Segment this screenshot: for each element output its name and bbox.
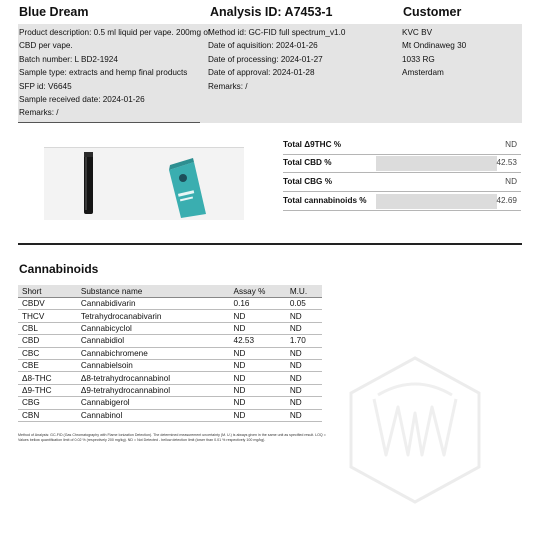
date-of-acquisition: Date of aquisition: 2024-01-26 — [208, 41, 318, 51]
cell-assay: ND — [230, 347, 286, 359]
summary-value: ND — [505, 140, 517, 149]
cell-short: CBN — [18, 409, 77, 421]
header-short: Short — [18, 285, 77, 298]
header-assay: Assay % — [230, 285, 286, 298]
product-name: Blue Dream — [19, 5, 89, 19]
cell-mu: ND — [286, 372, 322, 384]
cell-short: THCV — [18, 310, 77, 322]
table-row — [18, 384, 322, 396]
summary-label: Total Δ9THC % — [283, 140, 342, 149]
cannabinoids-table — [18, 285, 322, 422]
table-header-row — [18, 285, 322, 298]
summary-label: Total cannabinoids % — [283, 196, 367, 205]
sample-received-date: Sample received date: 2024-01-26 — [19, 95, 145, 105]
method-remarks: Remarks: / — [208, 81, 248, 91]
cell-short: CBL — [18, 322, 77, 334]
cell-substance: Cannabidivarin — [77, 298, 230, 310]
cell-assay: 42.53 — [230, 335, 286, 347]
customer-postcode: 1033 RG — [402, 54, 435, 64]
summary-bar — [376, 194, 497, 209]
summary-label: Total CBG % — [283, 177, 332, 186]
cell-short: CBD — [18, 335, 77, 347]
customer-name: KVC BV — [402, 28, 433, 37]
cell-assay: ND — [230, 409, 286, 421]
table-row — [18, 310, 322, 322]
header-mu: M.U. — [286, 285, 322, 298]
cell-assay: ND — [230, 384, 286, 396]
vape-pen-photo — [84, 152, 93, 214]
cell-substance: Cannabigerol — [77, 397, 230, 409]
sample-type: Sample type: extracts and hemp final products — [19, 68, 188, 78]
cell-mu: ND — [286, 384, 322, 396]
cell-assay: ND — [230, 359, 286, 371]
cell-short: CBG — [18, 397, 77, 409]
table-row — [18, 298, 322, 310]
cell-substance: Cannabichromene — [77, 347, 230, 359]
cell-substance: Δ9-tetrahydrocannabinol — [77, 384, 230, 396]
cell-mu: ND — [286, 310, 322, 322]
method-id: Method id: GC-FID full spectrum_v1.0 — [208, 28, 346, 37]
remarks-separator — [18, 122, 200, 123]
date-of-processing: Date of processing: 2024-01-27 — [208, 54, 323, 64]
product-photo — [44, 147, 244, 220]
product-remarks: Remarks: / — [19, 108, 59, 118]
cell-mu: ND — [286, 397, 322, 409]
product-info — [19, 26, 210, 120]
cell-substance: Cannabicyclol — [77, 322, 230, 334]
table-row — [18, 359, 322, 371]
batch-number: Batch number: L BD2-1924 — [19, 54, 118, 64]
cell-substance: Cannabielsoin — [77, 359, 230, 371]
cell-short: Δ9-THC — [18, 384, 77, 396]
section-divider — [18, 243, 522, 245]
cell-short: CBE — [18, 359, 77, 371]
summary-value: ND — [505, 177, 517, 186]
cell-substance: Tetrahydrocanabivarin — [77, 310, 230, 322]
summary-label: Total CBD % — [283, 158, 332, 167]
cell-assay: ND — [230, 322, 286, 334]
table-row — [18, 335, 322, 347]
cannabinoids-title: Cannabinoids — [19, 262, 99, 276]
header-substance: Substance name — [77, 285, 230, 298]
cell-mu: ND — [286, 322, 322, 334]
cell-mu: ND — [286, 347, 322, 359]
summary-row-total-d9thc — [283, 137, 521, 155]
product-photo-svg — [44, 148, 244, 220]
cell-assay: ND — [230, 310, 286, 322]
cell-mu: ND — [286, 359, 322, 371]
summary-value: 42.53 — [496, 158, 517, 167]
summary-value: 42.69 — [496, 196, 517, 205]
cell-mu: ND — [286, 409, 322, 421]
table-row — [18, 347, 322, 359]
cell-assay: ND — [230, 372, 286, 384]
table-row — [18, 322, 322, 334]
product-description-line-2: CBD per vape. — [19, 41, 73, 51]
analysis-id: Analysis ID: A7453-1 — [210, 5, 333, 19]
table-row — [18, 372, 322, 384]
cell-short: Δ8-THC — [18, 372, 77, 384]
customer-street: Mt Ondinaweg 30 — [402, 41, 467, 51]
summary-row-total-cannabinoids — [283, 193, 521, 211]
cell-substance: Δ8-tetrahydrocannabinol — [77, 372, 230, 384]
table-row — [18, 397, 322, 409]
date-of-approval: Date of approval: 2024-01-28 — [208, 68, 315, 78]
cell-assay: ND — [230, 397, 286, 409]
sfp-id: SFP id: V6645 — [19, 81, 72, 91]
method-footnote: Method of Analysis: GC-FID (Gas Chromatography with Flame Ionization Detection). The determined measurement uncertainty (M. U.) is always given in the same unit as specified result. LOQ = Values bellow quantification limit of 0.02 % (respectively 200 mg/kg). ND = Not Detected - bellow detection limit (lower than 0.01 % respectively 100 mg/kg). — [18, 433, 326, 442]
method-info — [208, 26, 345, 93]
cell-short: CBDV — [18, 298, 77, 310]
customer-info — [402, 26, 466, 80]
summary-row-total-cbg — [283, 174, 521, 192]
cell-mu: 0.05 — [286, 298, 322, 310]
summary-row-total-cbd — [283, 155, 521, 173]
customer-heading: Customer — [403, 5, 462, 19]
package-box-photo — [169, 158, 206, 218]
table-row — [18, 409, 322, 421]
cell-short: CBC — [18, 347, 77, 359]
cell-substance: Cannabidiol — [77, 335, 230, 347]
lab-logo-watermark — [348, 355, 482, 505]
customer-city: Amsterdam — [402, 68, 444, 78]
product-description-line-1: Product description: 0.5 ml liquid per vape. 200mg of — [19, 28, 211, 37]
cell-substance: Cannabinol — [77, 409, 230, 421]
cell-mu: 1.70 — [286, 335, 322, 347]
cell-assay: 0.16 — [230, 298, 286, 310]
summary-bar — [376, 156, 497, 171]
